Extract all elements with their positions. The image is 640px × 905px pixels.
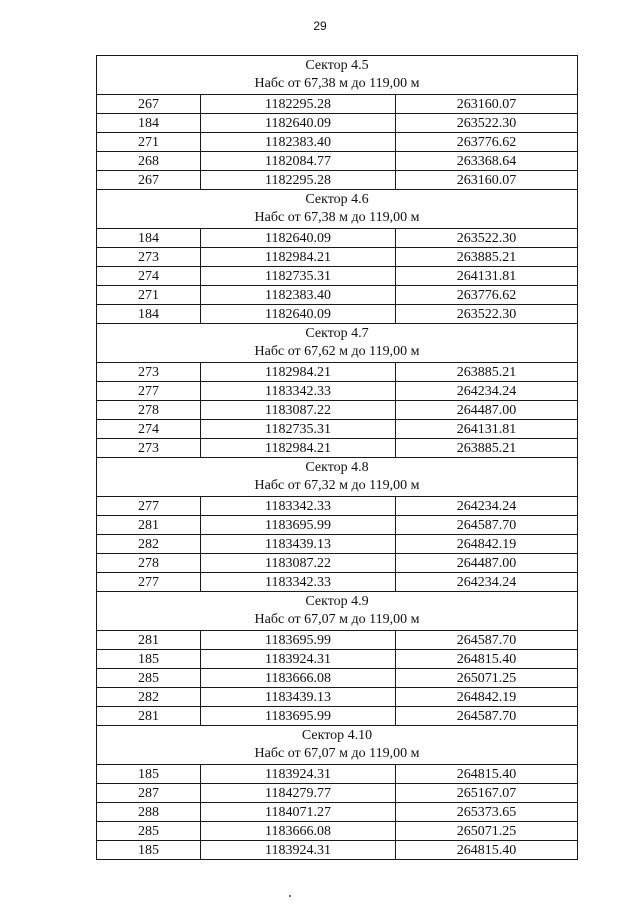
sector-title: Сектор 4.8: [305, 460, 369, 475]
sectors-coordinates-table: [96, 55, 578, 860]
y-coordinate-cell: 263776.62: [396, 286, 578, 305]
table-row: [97, 669, 578, 688]
table-row: [97, 95, 578, 114]
sector-title: Сектор 4.7: [305, 326, 369, 341]
table-row: [97, 822, 578, 841]
table-row: [97, 114, 578, 133]
table-row: [97, 631, 578, 650]
x-coordinate-cell: 1183666.08: [201, 669, 396, 688]
point-number-cell: 281: [97, 707, 201, 726]
scan-speck: [289, 895, 291, 897]
table-row: [97, 516, 578, 535]
point-number-cell: 185: [97, 841, 201, 860]
y-coordinate-cell: 265167.07: [396, 784, 578, 803]
table-row: [97, 803, 578, 822]
point-number-cell: 184: [97, 114, 201, 133]
point-number-cell: 281: [97, 516, 201, 535]
sector-header: [97, 592, 578, 631]
point-number-cell: 185: [97, 650, 201, 669]
table-row: [97, 688, 578, 707]
x-coordinate-cell: 1182984.21: [201, 363, 396, 382]
x-coordinate-cell: 1183342.33: [201, 497, 396, 516]
point-number-cell: 271: [97, 286, 201, 305]
point-number-cell: 277: [97, 497, 201, 516]
x-coordinate-cell: 1182640.09: [201, 305, 396, 324]
point-number-cell: 273: [97, 363, 201, 382]
x-coordinate-cell: 1183695.99: [201, 631, 396, 650]
x-coordinate-cell: 1182735.31: [201, 420, 396, 439]
y-coordinate-cell: 264587.70: [396, 707, 578, 726]
table-row: [97, 286, 578, 305]
page-number: 29: [313, 19, 327, 33]
point-number-cell: 271: [97, 133, 201, 152]
y-coordinate-cell: 264815.40: [396, 765, 578, 784]
x-coordinate-cell: 1183439.13: [201, 535, 396, 554]
sector-height-range: Набс от 67,62 м до 119,00 м: [254, 344, 420, 359]
x-coordinate-cell: 1184279.77: [201, 784, 396, 803]
y-coordinate-cell: 264815.40: [396, 841, 578, 860]
table-row: [97, 401, 578, 420]
table-row: [97, 229, 578, 248]
y-coordinate-cell: 264131.81: [396, 267, 578, 286]
y-coordinate-cell: 264234.24: [396, 497, 578, 516]
point-number-cell: 268: [97, 152, 201, 171]
x-coordinate-cell: 1182383.40: [201, 286, 396, 305]
table-row: [97, 152, 578, 171]
y-coordinate-cell: 263885.21: [396, 363, 578, 382]
table-row: [97, 439, 578, 458]
point-number-cell: 277: [97, 382, 201, 401]
table-row: [97, 171, 578, 190]
table-row: [97, 841, 578, 860]
x-coordinate-cell: 1182640.09: [201, 114, 396, 133]
x-coordinate-cell: 1183087.22: [201, 554, 396, 573]
table-row: [97, 535, 578, 554]
point-number-cell: 267: [97, 95, 201, 114]
point-number-cell: 274: [97, 267, 201, 286]
sector-header-row: [97, 592, 578, 631]
y-coordinate-cell: 265071.25: [396, 822, 578, 841]
y-coordinate-cell: 263885.21: [396, 439, 578, 458]
sector-header: [97, 324, 578, 363]
table-row: [97, 497, 578, 516]
y-coordinate-cell: 264587.70: [396, 516, 578, 535]
x-coordinate-cell: 1183924.31: [201, 841, 396, 860]
y-coordinate-cell: 263368.64: [396, 152, 578, 171]
table-row: [97, 133, 578, 152]
y-coordinate-cell: 264234.24: [396, 382, 578, 401]
point-number-cell: 288: [97, 803, 201, 822]
sector-title: Сектор 4.6: [305, 192, 369, 207]
sector-height-range: Набс от 67,07 м до 119,00 м: [254, 746, 420, 761]
table-row: [97, 650, 578, 669]
point-number-cell: 282: [97, 535, 201, 554]
table-row: [97, 420, 578, 439]
sector-header-row: [97, 458, 578, 497]
table-row: [97, 305, 578, 324]
table-row: [97, 707, 578, 726]
table-row: [97, 573, 578, 592]
x-coordinate-cell: 1183666.08: [201, 822, 396, 841]
table-row: [97, 784, 578, 803]
sector-header: [97, 56, 578, 95]
point-number-cell: 278: [97, 554, 201, 573]
sector-header: [97, 458, 578, 497]
y-coordinate-cell: 264587.70: [396, 631, 578, 650]
point-number-cell: 184: [97, 305, 201, 324]
table-row: [97, 765, 578, 784]
sector-header-row: [97, 726, 578, 765]
table-row: [97, 363, 578, 382]
point-number-cell: 282: [97, 688, 201, 707]
point-number-cell: 278: [97, 401, 201, 420]
sector-header-row: [97, 56, 578, 95]
y-coordinate-cell: 263522.30: [396, 305, 578, 324]
y-coordinate-cell: 265071.25: [396, 669, 578, 688]
sector-header-row: [97, 190, 578, 229]
sector-height-range: Набс от 67,38 м до 119,00 м: [254, 210, 420, 225]
sector-title: Сектор 4.10: [301, 728, 373, 743]
x-coordinate-cell: 1183924.31: [201, 765, 396, 784]
table-row: [97, 248, 578, 267]
x-coordinate-cell: 1182295.28: [201, 95, 396, 114]
y-coordinate-cell: 263776.62: [396, 133, 578, 152]
point-number-cell: 273: [97, 439, 201, 458]
x-coordinate-cell: 1182984.21: [201, 439, 396, 458]
sector-title: Сектор 4.9: [305, 594, 369, 609]
x-coordinate-cell: 1183924.31: [201, 650, 396, 669]
x-coordinate-cell: 1183439.13: [201, 688, 396, 707]
point-number-cell: 184: [97, 229, 201, 248]
y-coordinate-cell: 265373.65: [396, 803, 578, 822]
y-coordinate-cell: 263522.30: [396, 229, 578, 248]
x-coordinate-cell: 1184071.27: [201, 803, 396, 822]
table-row: [97, 382, 578, 401]
y-coordinate-cell: 264815.40: [396, 650, 578, 669]
point-number-cell: 274: [97, 420, 201, 439]
x-coordinate-cell: 1182383.40: [201, 133, 396, 152]
y-coordinate-cell: 263160.07: [396, 171, 578, 190]
y-coordinate-cell: 264487.00: [396, 401, 578, 420]
point-number-cell: 285: [97, 822, 201, 841]
y-coordinate-cell: 264234.24: [396, 573, 578, 592]
table-row: [97, 267, 578, 286]
x-coordinate-cell: 1182084.77: [201, 152, 396, 171]
sector-height-range: Набс от 67,07 м до 119,00 м: [254, 612, 420, 627]
y-coordinate-cell: 263885.21: [396, 248, 578, 267]
sector-header: [97, 190, 578, 229]
sector-title: Сектор 4.5: [305, 58, 369, 73]
y-coordinate-cell: 263160.07: [396, 95, 578, 114]
y-coordinate-cell: 264842.19: [396, 688, 578, 707]
point-number-cell: 185: [97, 765, 201, 784]
x-coordinate-cell: 1182735.31: [201, 267, 396, 286]
x-coordinate-cell: 1182295.28: [201, 171, 396, 190]
table-row: [97, 554, 578, 573]
y-coordinate-cell: 264842.19: [396, 535, 578, 554]
point-number-cell: 277: [97, 573, 201, 592]
x-coordinate-cell: 1183342.33: [201, 573, 396, 592]
x-coordinate-cell: 1182640.09: [201, 229, 396, 248]
x-coordinate-cell: 1183695.99: [201, 707, 396, 726]
y-coordinate-cell: 263522.30: [396, 114, 578, 133]
point-number-cell: 281: [97, 631, 201, 650]
point-number-cell: 287: [97, 784, 201, 803]
y-coordinate-cell: 264487.00: [396, 554, 578, 573]
x-coordinate-cell: 1183695.99: [201, 516, 396, 535]
sector-height-range: Набс от 67,38 м до 119,00 м: [254, 76, 420, 91]
x-coordinate-cell: 1182984.21: [201, 248, 396, 267]
sector-height-range: Набс от 67,32 м до 119,00 м: [254, 478, 420, 493]
x-coordinate-cell: 1183342.33: [201, 382, 396, 401]
sector-header: [97, 726, 578, 765]
y-coordinate-cell: 264131.81: [396, 420, 578, 439]
point-number-cell: 267: [97, 171, 201, 190]
sector-header-row: [97, 324, 578, 363]
point-number-cell: 273: [97, 248, 201, 267]
x-coordinate-cell: 1183087.22: [201, 401, 396, 420]
point-number-cell: 285: [97, 669, 201, 688]
